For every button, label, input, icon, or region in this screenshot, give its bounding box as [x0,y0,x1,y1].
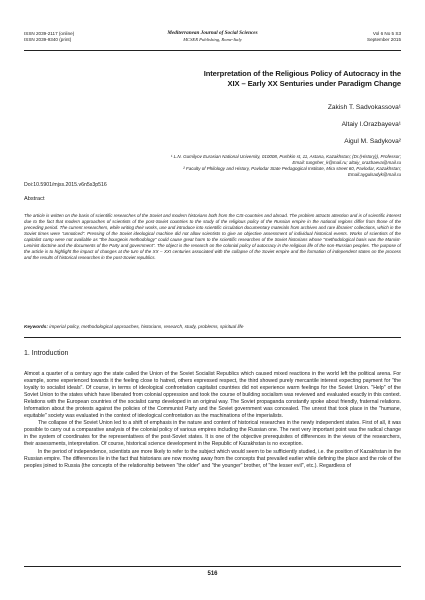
section-heading: 1. Introduction [24,350,69,357]
header-rule [24,50,401,51]
keywords-text: imperial policy, methodological approaches, historians, research, study, problems, spiritual life [47,324,244,329]
paragraph: The collapse of the Soviet Union led to a shift of emphasis in the nature and content of historical researches in the newly independent states. First of all, it was possible to carry out a comparative analysis of the colonial policy of various empires including the Russian one. The next very important point was the radical change in the system of coordinates for the representatives of the post-Soviet states. It is one of the objective prerequisites of differences in the views of the researchers, their assessments, interpretation. Of course, historical science development in the Republic of Kazakhstan is no exception. [24,420,401,448]
running-header [24,31,401,49]
page-number: 516 [207,571,218,577]
volume: Vol 6 No 5 S3 [372,31,401,36]
author-3: Aigul M. Sadykova² [344,138,401,145]
journal-name: Mediterranean Journal of Social Sciences [167,30,258,36]
keywords-label: Keywords: [24,324,48,329]
author-2: Altaiy I.Orazbayeva¹ [341,121,401,128]
volume-block [291,31,401,42]
footer-rule [24,566,401,567]
author-1: Zakish T. Sadvokassova¹ [327,104,401,111]
section-rule [24,337,401,338]
keywords [24,324,401,329]
affiliation-1: ¹ L.N. Gumilyov Eurasian National University, 010008, Pushkin st, 11, Astana, Kazakhstan; (Dr.(History)), Professor; [170,154,401,159]
abstract-text: The article is written on the basis of scientific researches of the Soviet and modern historians both from the CIS-countries and abroad. The problem attracts attention and is of scientific interest due to the fact that modern approaches of scientists of the post-Soviet countries to the study of the religious policy of the Russian empire in the national regions differ from those of the preceding period. The current researchers, while writing their works, use and introduce into scientific circulation documentary materials from archives and rare libraries' collections, which in the Soviet times were "unnoticed". Pressing of the Soviet ideological machine did not allow scientists to give an objective assessment of individual historical events. Works of scientists of the capitalist camp were not available as "the bourgeois methodology" could cause great harm to the scientific researches of the Soviet historians whose "methodological basis was the Marxist-Leninist doctrine and the documents of the Party and government". The object is the research on the colonial policy of autocracy in the religious life of the non-Russian peoples. The purpose of the article is to highlight the impact of changes at the turn of the XX – XXI centuries associated with the collapse of the Soviet empire and the formation of independent states on the process and the results of historical researches in the post-Soviet republics. [24,213,401,260]
affiliation-2-email: Email:aygulsadyk@mail.ru [347,171,401,177]
doi[interactable]: Doi:10.5901/mjss.2015.v6n5s3p516 [24,182,107,188]
issn-print: ISSN 2039-9340 (print) [24,36,72,42]
issue-date: September 2015 [367,36,401,42]
body-text [24,371,401,470]
affiliation-2: ² Faculty of Philology and History, Pavlodar State Pedagogical Institute, Mira street 60, Pavlodar, Kazakhstan; [183,165,401,171]
title-line-1: Interpretation of the Religious Policy of Autocracy in the [203,69,401,78]
paragraph: Almost a quarter of a century ago the state called the Union of the Soviet Socialist Republics which caused mixed reactions in the world left the political arena. For example, some experienced towards it the feeling close to hatred, others expressed respect, the third showed purely mercantile interest expecting payment for "the loyalty to socialist ideals". Of course, in terms of ideological confrontation capitalist countries did not experience warm feelings for the Soviet Union. "Help" of the Soviet Union to the states which have liberated from colonial oppression and took the course of building socialism was reviewed and evaluated exactly in this context. Relations with the European countries of the socialist camp developed in an original way. The Soviet propaganda constantly spoke about friendly, fraternal relations. Information about the protests against the policies of the Communist Party and the Soviet government was concealed. The unrest that took place in the "humane, equitable" society was evaluated in the context of ideological confrontation as the machinations of the imperialists. [24,371,401,420]
affiliations [120,154,401,178]
paper-title [110,69,401,89]
affiliation-1-email: Email: tungsher_k@mail.ru; altaiy_orazbaeva@mail.ru [292,159,401,165]
title-line-2: XIX – Early XX Senturies under Paradigm Change [227,79,401,88]
paragraph: In the period of independence, scientists are more likely to refer to the subject which would seem to be sufficiently studied, i.e. the position of Kazakhstan in the Russian empire. The differences lie in the fact that historians are now moving away from the concepts that prevailed earlier while defining the place and the role of the peoples joined to Russia (the concepts of the relationship between "the older" and "the younger" brother, of "the lesser evil", etc.). Regardless of [24,448,401,469]
issn-online: ISSN 2039-2117 (online) [24,31,75,36]
abstract-heading: Abstract [24,196,45,202]
publisher: MCSER Publishing, Rome-Italy [183,36,242,42]
